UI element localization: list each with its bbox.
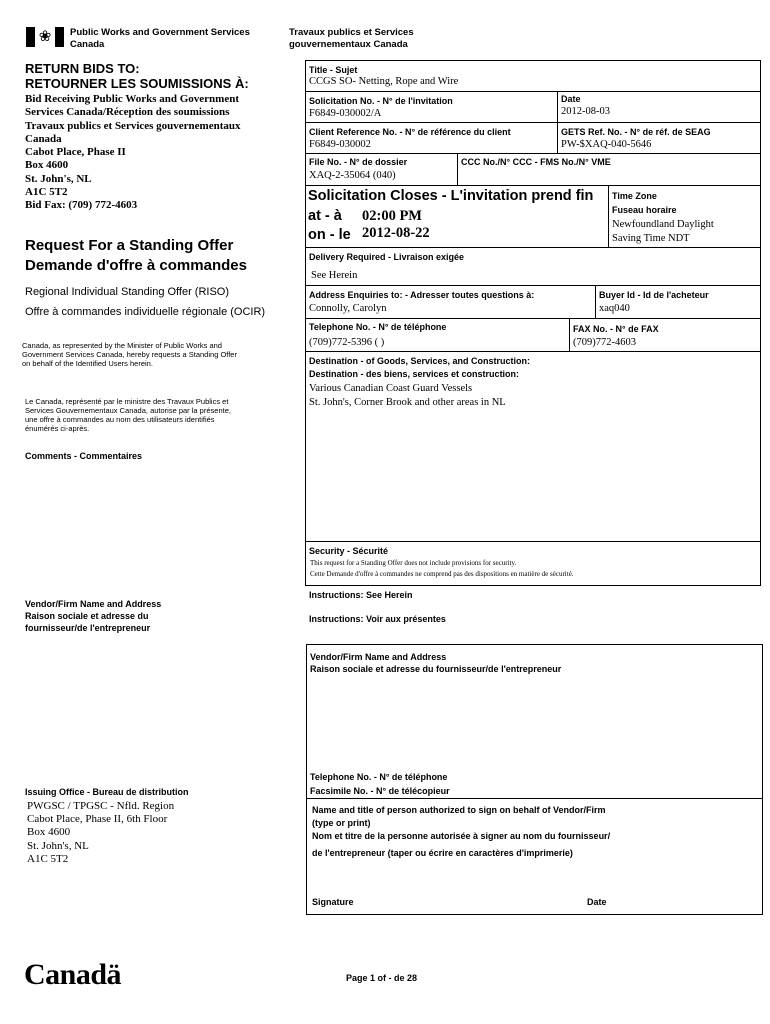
ccc-label: CCC No./N° CCC - FMS No./N° VME	[461, 157, 611, 167]
canada-flag-icon: ❀	[26, 27, 64, 47]
return-bids-title: RETURN BIDS TO: RETOURNER LES SOUMISSIONS À:	[25, 61, 249, 91]
security-label: Security - Sécurité	[309, 546, 389, 556]
canada-wordmark: Canadä	[24, 958, 122, 991]
vendor-contact-labels: Telephone No. - N° de téléphone Facsimile No. - N° de télécopieur	[310, 772, 450, 796]
return-bids-address: Bid Receiving Public Works and Government Services Canada/Réception des soumissions Travaux publics et Services gouvernementaux Canada Cabot Place, Phase II Box 4600 St. John's, NL A1C 5T2 Bid Fax: (709) 772-4603	[25, 93, 241, 212]
client-ref-label: Client Reference No. - N° de référence du client	[309, 127, 511, 137]
closes-label: Solicitation Closes - L'invitation prend fin	[308, 188, 594, 204]
request-paragraph-en: Canada, as represented by the Minister of Public Works and Government Services Canada, hereby requests a Standing Offer on behalf of the Identified Users herein.	[22, 341, 237, 368]
date-label: Date	[561, 94, 581, 104]
security-text: This request for a Standing Offer does not include provisions for security. Cette Demande d'offre à commandes ne comprend pas des dispositions en matière de sécurité.	[310, 559, 574, 578]
destination-value: Various Canadian Coast Guard Vessels St. John's, Corner Brook and other areas in NL	[309, 383, 506, 408]
dept-name-fr: Travaux publics et Services gouvernementaux Canada	[289, 27, 414, 50]
at-label: at - à	[308, 208, 342, 224]
authorized-person-label: Name and title of person authorized to sign on behalf of Vendor/Firm (type or print) Nom et titre de la personne autorisée à signer au nom du fournisseur/ de l'entrepreneur (taper ou écrire en caractères d'imprimerie)	[312, 805, 611, 858]
file-value: XAQ-2-35064 (040)	[309, 170, 396, 181]
destination-label: Destination - of Goods, Services, and Construction: Destination - des biens, services et construction:	[309, 356, 531, 379]
signature-label: Signature	[312, 897, 354, 907]
file-label: File No. - N° de dossier	[309, 157, 408, 167]
vendor-left-label: Vendor/Firm Name and Address Raison sociale et adresse du fournisseur/de l'entrepreneur	[25, 599, 162, 633]
telephone-value: (709)772-5396 ( )	[309, 337, 385, 348]
fax-value: (709)772-4603	[573, 337, 636, 348]
solicitation-label: Solicitation No. - N° de l'invitation	[309, 96, 453, 106]
buyer-id-value: xaq040	[599, 303, 630, 314]
vendor-name-label: Vendor/Firm Name and Address Raison sociale et adresse du fournisseur/de l'entrepreneur	[310, 652, 562, 674]
address-enquiries-value: Connolly, Carolyn	[309, 303, 387, 314]
issuing-office-address: PWGSC / TPGSC - Nfld. Region Cabot Place, Phase II, 6th Floor Box 4600 St. John's, NL A1C 5T2	[27, 800, 175, 865]
request-paragraph-fr: Le Canada, représenté par le ministre des Travaux Publics et Services Gouvernementaux Canada, autorise par la présente, une offre à commandes au nom des utilisateurs identifiés énumérés ci-après.	[25, 397, 231, 433]
request-title: Request For a Standing Offer Demande d'offre à commandes	[25, 237, 247, 274]
signature-date-label: Date	[587, 897, 607, 907]
title-value: CCGS SO- Netting, Rope and Wire	[309, 76, 459, 87]
address-enquiries-label: Address Enquiries to: - Adresser toutes questions à:	[309, 290, 535, 300]
instructions-fr: Instructions: Voir aux présentes	[309, 614, 446, 624]
page-number: Page 1 of - de 28	[346, 973, 418, 983]
dept-name-en: Public Works and Government Services Canada	[70, 27, 250, 50]
riso-label: Regional Individual Standing Offer (RISO) Offre à commandes individuelle régionale (OCIR)	[25, 286, 266, 318]
timezone-value: Newfoundland Daylight Saving Time NDT	[612, 219, 714, 244]
gets-label: GETS Ref. No. - N° de réf. de SEAG	[561, 127, 711, 137]
timezone-label: Time Zone Fuseau horaire	[612, 191, 677, 215]
delivery-value: See Herein	[311, 270, 358, 281]
date-value: 2012-08-03	[561, 106, 610, 117]
solicitation-value: F6849-030002/A	[309, 108, 382, 119]
title-label: Title - Sujet	[309, 65, 358, 75]
telephone-label: Telephone No. - N° de téléphone	[309, 322, 447, 332]
on-value: 2012-08-22	[362, 225, 430, 241]
delivery-label: Delivery Required - Livraison exigée	[309, 252, 465, 262]
fax-label: FAX No. - N° de FAX	[573, 324, 659, 334]
at-value: 02:00 PM	[362, 208, 422, 224]
comments-label: Comments - Commentaires	[25, 451, 143, 461]
issuing-office-label: Issuing Office - Bureau de distribution	[25, 787, 189, 797]
client-ref-value: F6849-030002	[309, 139, 371, 150]
instructions-en: Instructions: See Herein	[309, 590, 413, 600]
gets-value: PW-$XAQ-040-5646	[561, 139, 652, 150]
buyer-id-label: Buyer Id - Id de l'acheteur	[599, 290, 709, 300]
on-label: on - le	[308, 227, 351, 243]
